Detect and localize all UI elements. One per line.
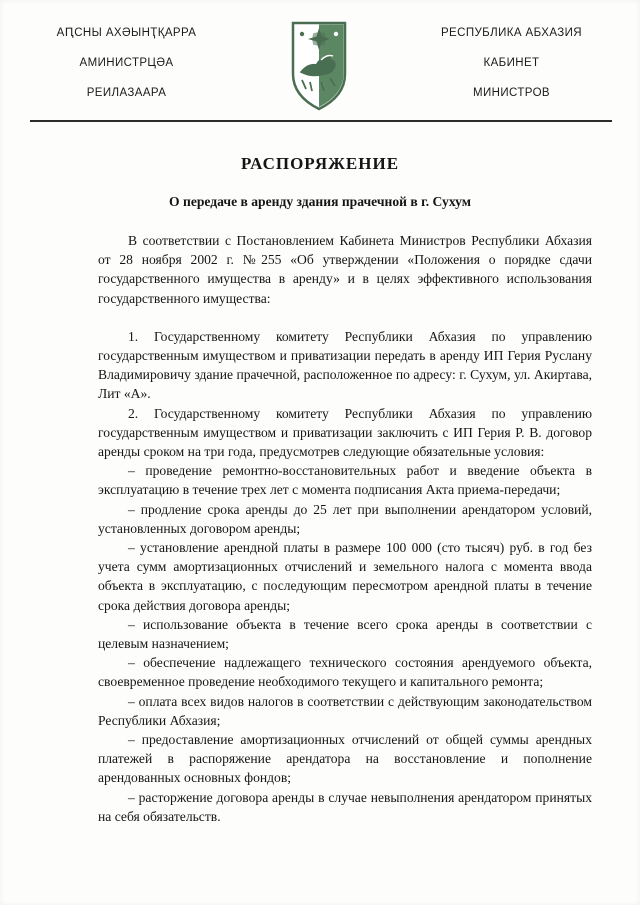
paragraph-condition: – расторжение договора аренды в случае невыполнения арендатором принятых на себя обязательств. xyxy=(98,789,592,824)
letterhead-left-line: РЕИЛАЗААРА xyxy=(86,87,167,99)
paragraph-condition: – оплата всех видов налогов в соответствии с действующим законодательством Республики Абхазия; xyxy=(98,693,592,728)
letterhead xyxy=(0,0,640,112)
letterhead-left xyxy=(34,18,219,108)
letterhead-right xyxy=(419,18,604,108)
letterhead-right-line: РЕСПУБЛИКА АБХАЗИЯ xyxy=(440,27,583,39)
paragraph-intro: В соответствии с Постановлением Кабинета Министров Республики Абхазия от 28 ноября 2002 г. №255 «Об утверждении «Положения о порядке сдачи государственного имущества в аренду» и в целях эффективного использования государственного имущества: xyxy=(98,233,592,306)
paragraph-condition: – установление арендной платы в размере 100 000 (сто тысяч) руб. в год без учета сумм амортизационных отчислений и земельного налога с момента ввода объекта в эксплуатацию, с последующим пересмотром арендной платы в течение срока действия договора аренды; xyxy=(98,540,592,613)
letterhead-right-line: КАБИНЕТ xyxy=(483,57,540,69)
document-body xyxy=(98,231,592,826)
letterhead-left-line: АԤСНЫ АХӘЫНҬҚАРРА xyxy=(56,27,197,39)
paragraph-condition: – продление срока аренды до 25 лет при выполнении арендатором условий, установленных договором аренды; xyxy=(98,501,592,536)
header-divider xyxy=(30,120,612,122)
paragraph-condition: – проведение ремонтно-восстановительных работ и введение объекта в эксплуатацию в течение трех лет с момента подписания Акта приема-передачи; xyxy=(98,463,592,498)
document-title: РАСПОРЯЖЕНИЕ xyxy=(240,154,400,173)
paragraph-item-1: 1. Государственному комитету Республики Абхазия по управлению государственным имуществом и приватизации передать в аренду ИП Герия Руслану Владимировичу здание прачечной, расположенное по адресу: г. Сухум, ул. Акиртава, Лит «А». xyxy=(98,328,592,402)
paragraph-condition: – обеспечение надлежащего технического состояния арендуемого объекта, своевременное проведение необходимого текущего и капитального ремонта; xyxy=(98,655,592,690)
letterhead-left-line: АМИНИСТРЦӘА xyxy=(79,57,174,69)
document-subject: О передаче в аренду здания прачечной в г. Сухум xyxy=(169,194,471,209)
paragraph-condition: – использование объекта в течение всего срока аренды в соответствии с целевым назначением; xyxy=(98,616,592,652)
letterhead-right-line: МИНИСТРОВ xyxy=(473,87,550,99)
paragraph-condition: – предоставление амортизационных отчислений от общей суммы арендных платежей в распоряжение арендатора на восстановление и пополнение арендованных основных фондов; xyxy=(98,732,592,786)
coat-of-arms-abkhazia xyxy=(287,20,351,112)
paragraph-item-2: 2. Государственному комитету Республики Абхазия по управлению государственным имуществом и приватизации заключить с ИП Герия Р. В. договор аренды сроком на три года, предусмотрев следующие обязательные условия: xyxy=(98,405,592,460)
